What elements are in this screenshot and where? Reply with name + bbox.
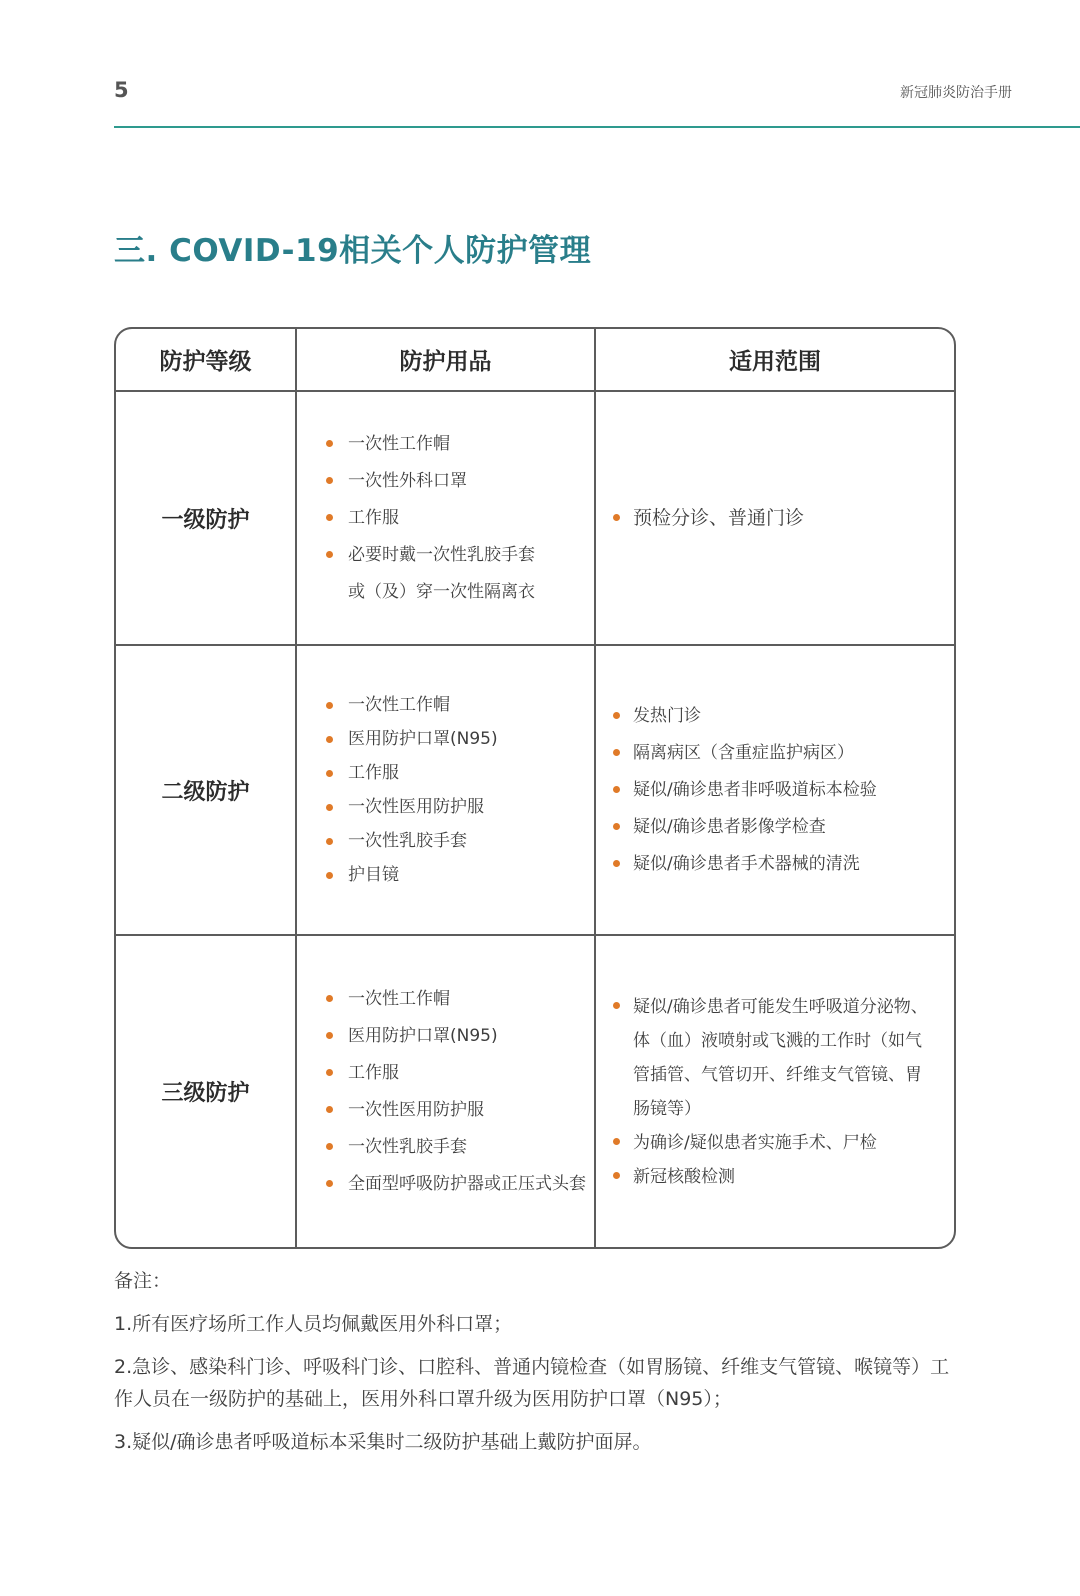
supply-item: 一次性工作帽 — [348, 688, 593, 722]
supply-item: 一次性乳胶手套 — [348, 1129, 593, 1166]
page-number: 5 — [114, 78, 129, 102]
level-cell: 三级防护 — [116, 935, 296, 1247]
section-title: 三. COVID-19相关个人防护管理 — [114, 233, 592, 269]
scope-item: 疑似/确诊患者手术器械的清洗 — [633, 846, 929, 883]
supply-item: 工作服 — [348, 1055, 593, 1092]
supply-item: 全面型呼吸防护器或正压式头套 — [348, 1166, 593, 1203]
table-row — [116, 391, 954, 645]
table-header-row — [116, 329, 954, 391]
supply-item: 一次性医用防护服 — [348, 1092, 593, 1129]
supply-item: 医用防护口罩(N95) — [348, 722, 593, 756]
level-cell: 一级防护 — [116, 391, 296, 645]
protection-table — [114, 327, 956, 1249]
table-row — [116, 645, 954, 935]
scope-item: 隔离病区（含重症监护病区） — [633, 735, 929, 772]
scope-cell — [595, 391, 954, 645]
scope-item: 发热门诊 — [633, 698, 929, 735]
supply-item: 工作服 — [348, 756, 593, 790]
notes-label: 备注： — [114, 1270, 172, 1292]
supply-item: 工作服 — [348, 500, 593, 537]
supplies-cell — [296, 391, 595, 645]
level-cell: 二级防护 — [116, 645, 296, 935]
supplies-cell — [296, 645, 595, 935]
scope-item: 疑似/确诊患者影像学检查 — [633, 809, 929, 846]
header-divider — [114, 126, 1080, 128]
supply-item: 一次性医用防护服 — [348, 790, 593, 824]
supply-item-continuation: 或（及）穿一次性隔离衣 — [348, 581, 535, 602]
scope-item: 疑似/确诊患者可能发生呼吸道分泌物、体（血）液喷射或飞溅的工作时（如气管插管、气管切开、纤维支气管镜、胃肠镜等） — [633, 990, 929, 1126]
note-item: 3.疑似/确诊患者呼吸道标本采集时二级防护基础上戴防护面屏。 — [114, 1431, 652, 1453]
supply-item: 医用防护口罩(N95) — [348, 1018, 593, 1055]
table-row — [116, 935, 954, 1247]
note-item: 1.所有医疗场所工作人员均佩戴医用外科口罩； — [114, 1313, 513, 1335]
scope-item: 为确诊/疑似患者实施手术、尸检 — [633, 1126, 929, 1160]
supply-item: 护目镜 — [348, 858, 593, 892]
scope-item: 疑似/确诊患者非呼吸道标本检验 — [633, 772, 929, 809]
scope-item: 预检分诊、普通门诊 — [633, 500, 929, 537]
supply-item: 一次性工作帽 — [348, 426, 593, 463]
scope-item: 新冠核酸检测 — [633, 1160, 929, 1194]
supply-item: 必要时戴一次性乳胶手套 — [348, 537, 593, 574]
supply-item: 一次性乳胶手套 — [348, 824, 593, 858]
supply-item: 一次性外科口罩 — [348, 463, 593, 500]
supply-item: 一次性工作帽 — [348, 981, 593, 1018]
supplies-cell — [296, 935, 595, 1247]
book-title: 新冠肺炎防治手册 — [900, 85, 1012, 101]
notes-section — [114, 1266, 954, 1469]
header-applicable-scope: 适用范围 — [595, 329, 954, 391]
scope-cell — [595, 645, 954, 935]
header-protective-supplies: 防护用品 — [296, 329, 595, 391]
scope-cell — [595, 935, 954, 1247]
note-item: 2.急诊、感染科门诊、呼吸科门诊、口腔科、普通内镜检查（如胃肠镜、纤维支气管镜、喉镜等）工作人员在一级防护的基础上，医用外科口罩升级为医用防护口罩（N95）； — [114, 1356, 950, 1410]
header-protection-level: 防护等级 — [116, 329, 296, 391]
